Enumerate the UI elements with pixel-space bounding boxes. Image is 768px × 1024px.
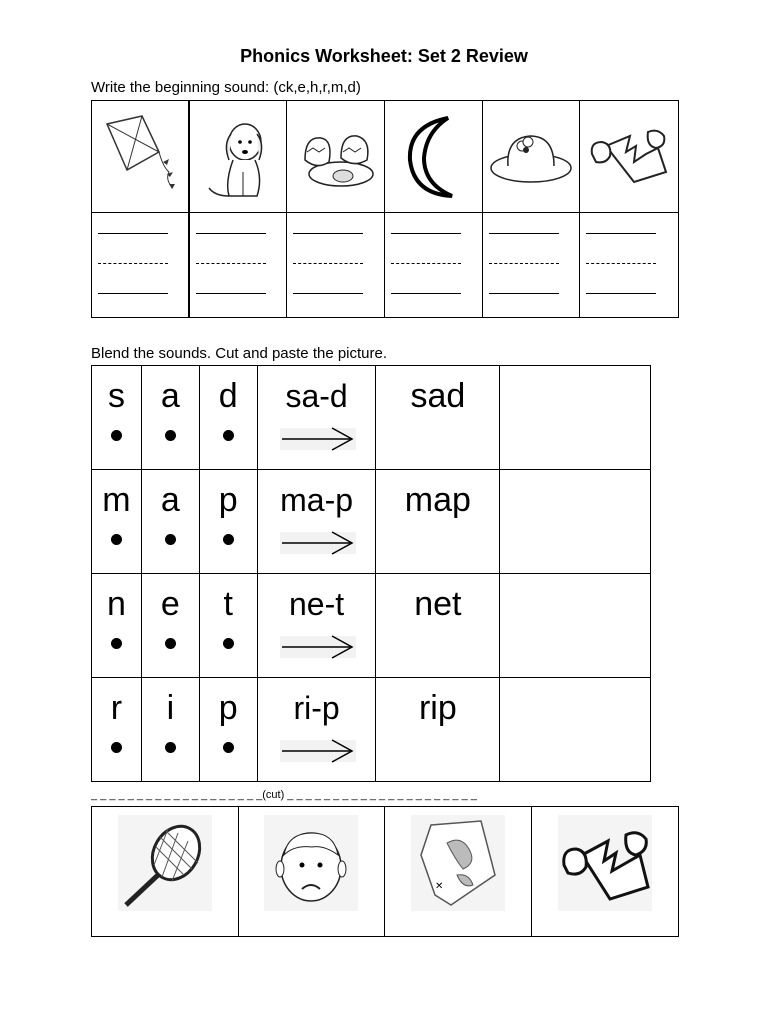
moon-icon (390, 112, 476, 202)
blend-cell (257, 574, 376, 678)
cutout-sad[interactable] (239, 807, 386, 936)
letter-cell (199, 470, 257, 574)
cutout-net[interactable] (92, 807, 239, 936)
write-cell[interactable] (580, 213, 678, 317)
kite-icon (97, 112, 183, 202)
arrow-right-icon (280, 634, 356, 660)
picture-cell-kite (92, 101, 190, 213)
paste-picture-cell[interactable] (500, 574, 651, 678)
ripped-paper-icon (586, 112, 672, 202)
blend-cell (257, 470, 376, 574)
letter-cell (141, 366, 199, 470)
write-cell[interactable] (92, 213, 190, 317)
sound-letter: p (218, 689, 238, 727)
blend-text: ne-t (289, 586, 345, 622)
write-cell[interactable] (190, 213, 288, 317)
instruction-blend: Blend the sounds. Cut and paste the picture. (91, 345, 388, 362)
sound-letter: e (160, 585, 180, 623)
write-cell[interactable] (287, 213, 385, 317)
sound-dot (111, 742, 122, 753)
cutout-map[interactable] (385, 807, 532, 936)
letter-cell (92, 678, 142, 782)
map-icon (411, 815, 505, 911)
letter-cell (141, 678, 199, 782)
word-cell (376, 470, 500, 574)
cut-label: (cut) (262, 789, 285, 801)
sound-dot (111, 430, 122, 441)
word-cell (376, 678, 500, 782)
sound-letter: t (223, 585, 233, 623)
picture-cell-dog (190, 101, 288, 213)
sound-letter: r (110, 689, 123, 727)
word-cell (376, 366, 500, 470)
sound-letter: p (218, 481, 238, 519)
paste-picture-cell[interactable] (500, 678, 651, 782)
letter-cell (199, 574, 257, 678)
paste-picture-cell[interactable] (500, 470, 651, 574)
sound-dot (165, 430, 176, 441)
sound-dot (165, 638, 176, 649)
page-title: Phonics Worksheet: Set 2 Review (240, 46, 528, 66)
paste-picture-cell[interactable] (500, 366, 651, 470)
letter-cell (141, 574, 199, 678)
sound-letter: i (166, 689, 175, 727)
sound-dot (223, 534, 234, 545)
sound-dot (165, 534, 176, 545)
sound-dot (223, 742, 234, 753)
net-icon (118, 815, 212, 911)
arrow-right-icon (280, 738, 356, 764)
sound-letter: s (107, 377, 125, 415)
picture-cell-moon (385, 101, 483, 213)
sound-dot (111, 638, 122, 649)
cutout-pictures (91, 806, 679, 937)
eggs-icon (293, 112, 379, 202)
arrow-right-icon (280, 530, 356, 556)
sound-letter: a (160, 481, 180, 519)
blended-word: sad (410, 377, 466, 415)
sound-letter: a (160, 377, 180, 415)
blend-table (91, 365, 651, 782)
instruction-beginning-sound: Write the beginning sound: (ck,e,h,r,m,d) (91, 79, 361, 96)
sound-dot (223, 430, 234, 441)
blended-word: rip (418, 689, 457, 727)
letter-cell (92, 574, 142, 678)
blended-word: map (404, 481, 471, 519)
letter-cell (92, 366, 142, 470)
sound-letter: d (218, 377, 238, 415)
blend-text: sa-d (285, 378, 348, 414)
arrow-right-icon (280, 426, 356, 452)
beginning-sound-table (91, 100, 679, 318)
ripped-paper-icon (558, 815, 652, 911)
hat-icon (488, 112, 574, 202)
cut-line: _ _ _ _ _ _ _ _ _ _ _ _ _ _ _ _ _ _ _(cut) _ _ _ _ _ _ _ _ _ _ _ _ _ _ _ _ _ _ _ _ _ (91, 789, 477, 801)
dog-icon (195, 112, 281, 202)
write-cell[interactable] (385, 213, 483, 317)
word-cell (376, 574, 500, 678)
blend-row (92, 366, 651, 470)
sad-face-icon (264, 815, 358, 911)
blended-word: net (414, 585, 462, 623)
blend-row (92, 470, 651, 574)
cutout-rip[interactable] (532, 807, 679, 936)
letter-cell (199, 678, 257, 782)
picture-cell-eggs (287, 101, 385, 213)
blend-cell (257, 366, 376, 470)
sound-dot (223, 638, 234, 649)
picture-cell-hat (483, 101, 581, 213)
letter-cell (141, 470, 199, 574)
letter-cell (199, 366, 257, 470)
blend-text: ri-p (293, 690, 340, 726)
picture-cell-rip (580, 101, 678, 213)
blend-text: ma-p (280, 482, 354, 518)
blend-row (92, 574, 651, 678)
sound-letter: n (106, 585, 126, 623)
sound-letter: m (102, 481, 131, 519)
sound-dot (111, 534, 122, 545)
blend-cell (257, 678, 376, 782)
sound-dot (165, 742, 176, 753)
svg-text:✕: ✕ (434, 881, 444, 892)
write-cell[interactable] (483, 213, 581, 317)
letter-cell (92, 470, 142, 574)
blend-row (92, 678, 651, 782)
